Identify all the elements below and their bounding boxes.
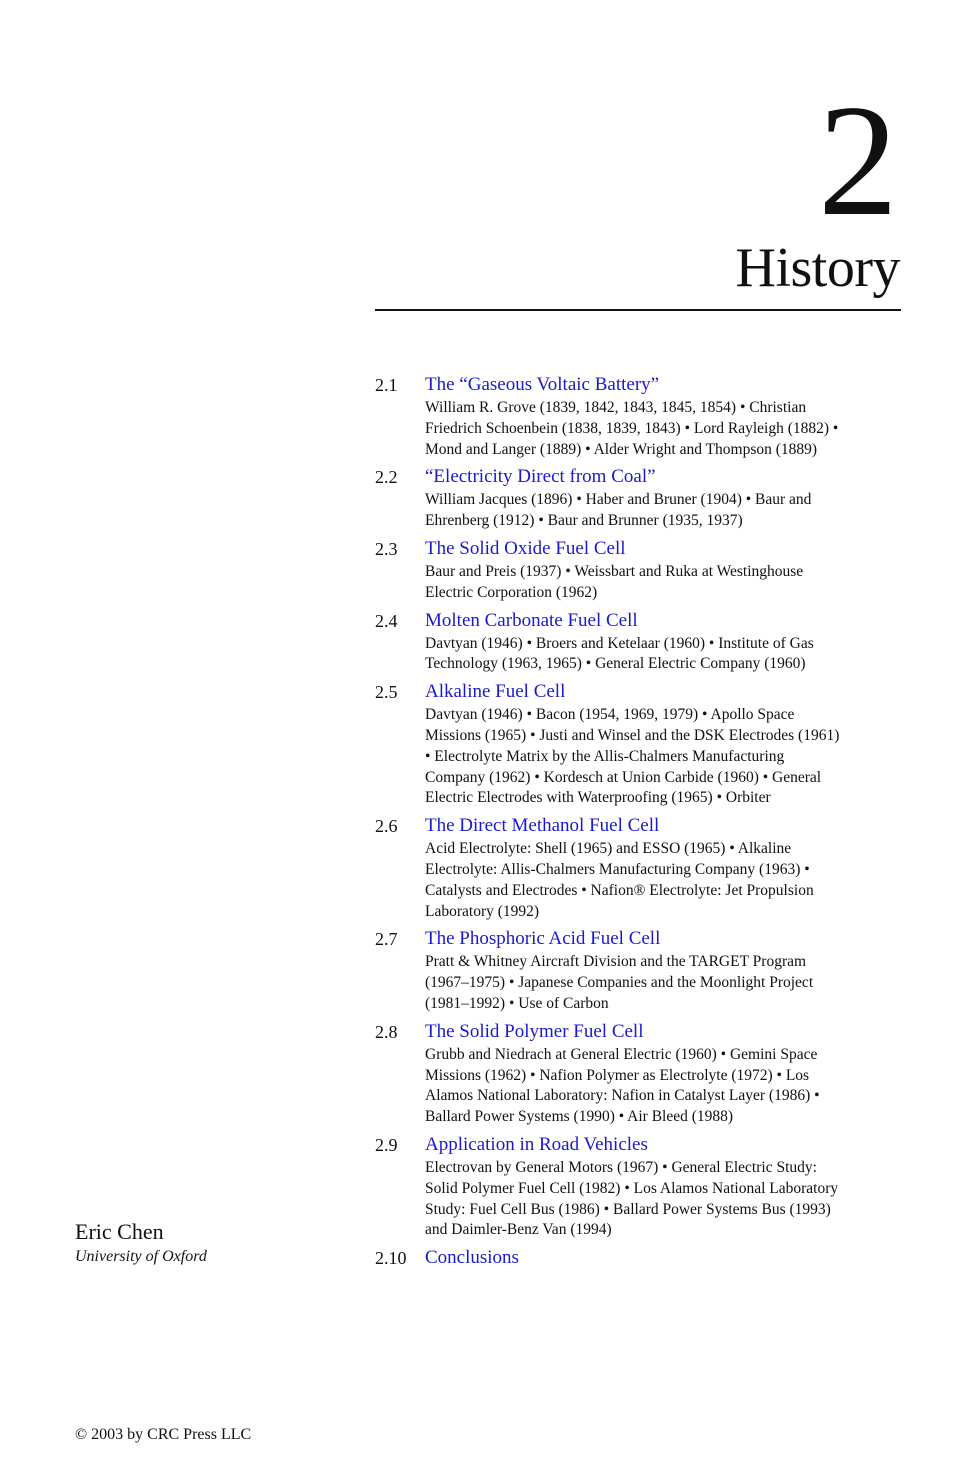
toc-section-link[interactable]: The “Gaseous Voltaic Battery” — [425, 374, 660, 395]
author-affiliation: University of Oxford — [75, 1248, 207, 1265]
toc-entry — [375, 1132, 845, 1241]
toc-section-link[interactable]: Alkaline Fuel Cell — [425, 681, 566, 703]
toc-section-number: 2.4 — [375, 610, 398, 631]
toc-section-link[interactable]: Molten Carbonate Fuel Cell — [425, 609, 638, 631]
author-name: Eric Chen — [75, 1219, 164, 1244]
toc-section-number: 2.5 — [375, 682, 398, 703]
toc-section-summary: Grubb and Niedrach at General Electric (1960) • Gemini Space Missions (1962) • Nafion Polymer as Electrolyte (1972) • Los Alamos National Laboratory: Nafion in Catalyst Layer (1986) • Ballard Power Systems (1990) • Air Bleed (1988) — [425, 1045, 820, 1126]
copyright-notice: © 2003 by CRC Press LLC — [75, 1426, 252, 1443]
toc-section-summary: Davtyan (1946) • Bacon (1954, 1969, 1979) • Apollo Space Missions (1965) • Justi and Winsel and the DSK Electrodes (1961) • Electrolyte Matrix by the Allis-Chalmers Manufacturing Company (1962) • Kordesch at Union Carbide (1960) • General Electric Electrodes with Waterproofing (1965) • Orbiter — [425, 706, 840, 807]
toc-entry — [375, 679, 845, 809]
toc-section-summary: Davtyan (1946) • Broers and Ketelaar (1960) • Institute of Gas Technology (1963, 1965) • General Electric Company (1960) — [425, 634, 814, 673]
toc-section-summary: Acid Electrolyte: Shell (1965) and ESSO (1965) • Alkaline Electrolyte: Allis-Chalmers Manufacturing Company (1963) • Catalysts and Electrodes • Nafion® Electrolyte: Jet Propulsion Laboratory (1992) — [425, 840, 814, 920]
toc-section-link[interactable]: The Solid Polymer Fuel Cell — [425, 1020, 644, 1042]
toc-section-summary: Electrovan by General Motors (1967) • General Electric Study: Solid Polymer Fuel Cell (1982) • Los Alamos National Laboratory Study: Fuel Cell Bus (1986) • Ballard Power Systems Bus (1993) and Daimler-Benz Van (1994) — [425, 1158, 839, 1239]
toc-entry — [375, 1019, 845, 1128]
toc-section-link[interactable]: “Electricity Direct from Coal” — [425, 466, 656, 488]
table-of-contents — [375, 372, 845, 1275]
toc-section-number: 2.3 — [375, 538, 398, 559]
toc-entry — [375, 608, 845, 676]
toc-section-summary: William Jacques (1896) • Haber and Bruner (1904) • Baur and Ehrenberg (1912) • Baur and Brunner (1935, 1937) — [425, 491, 812, 530]
toc-section-number: 2.2 — [375, 467, 398, 488]
toc-section-link[interactable]: The Phosphoric Acid Fuel Cell — [425, 928, 661, 950]
title-rule — [375, 309, 901, 311]
toc-section-number: 2.8 — [375, 1021, 398, 1042]
chapter-number: 2 — [818, 71, 898, 249]
toc-section-number: 2.10 — [375, 1248, 407, 1269]
toc-section-summary: Pratt & Whitney Aircraft Division and the TARGET Program (1967–1975) • Japanese Companies and the Moonlight Project (1981–1992) • Use of Carbon — [425, 953, 814, 1012]
toc-section-number: 2.7 — [375, 929, 398, 950]
author-block — [75, 1218, 207, 1268]
toc-entry — [375, 813, 845, 922]
chapter-title: History — [735, 237, 900, 299]
toc-section-number: 2.1 — [375, 375, 398, 395]
toc-entry — [375, 1245, 845, 1271]
toc-section-link[interactable]: Conclusions — [425, 1247, 519, 1269]
toc-section-number: 2.9 — [375, 1134, 398, 1155]
toc-section-summary: William R. Grove (1839, 1842, 1843, 1845, 1854) • Christian Friedrich Schoenbein (1838, 1839, 1843) • Lord Rayleigh (1882) • Mond and Langer (1889) • Alder Wright and Thompson (1889) — [425, 399, 839, 458]
toc-section-number: 2.6 — [375, 816, 398, 837]
toc-entry — [375, 464, 845, 532]
toc-section-link[interactable]: The Solid Oxide Fuel Cell — [425, 537, 626, 559]
toc-entry — [375, 926, 845, 1014]
toc-entry — [375, 536, 845, 604]
toc-section-link[interactable]: Application in Road Vehicles — [425, 1133, 648, 1155]
toc-section-summary: Baur and Preis (1937) • Weissbart and Ruka at Westinghouse Electric Corporation (1962) — [425, 562, 804, 601]
toc-entry — [375, 372, 845, 460]
toc-section-link[interactable]: The Direct Methanol Fuel Cell — [425, 815, 660, 837]
